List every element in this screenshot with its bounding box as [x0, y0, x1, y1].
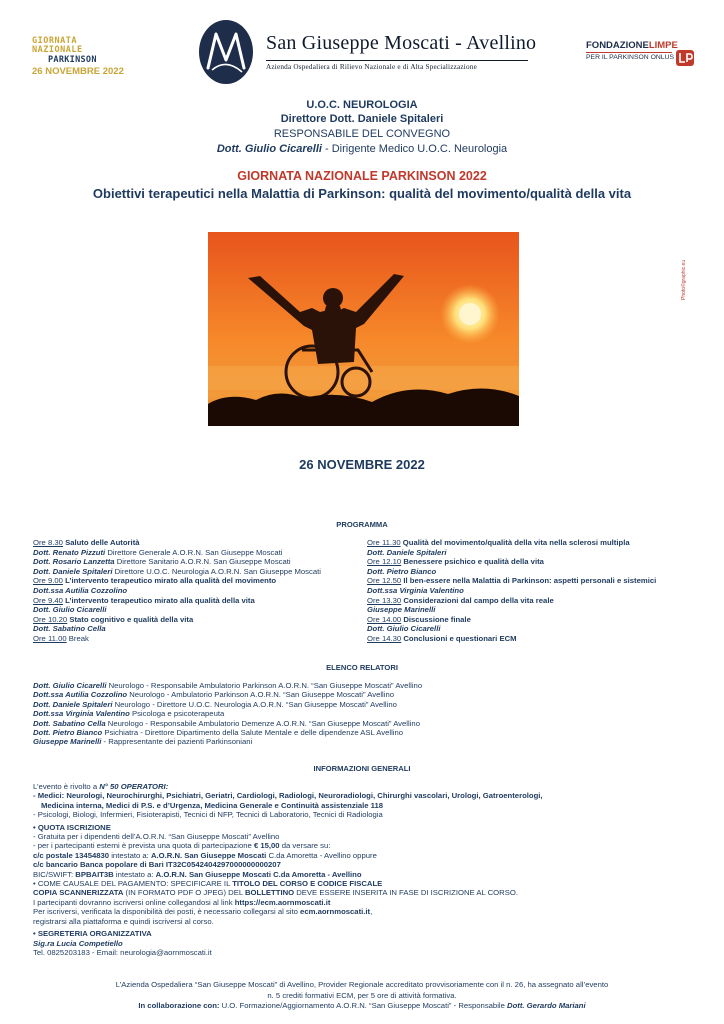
- info-block: [33, 782, 543, 957]
- ecm-link[interactable]: https://ecm.aornmoscati.it: [234, 897, 331, 907]
- program-item: Ore 8.30 Saluto delle Autorità: [33, 538, 140, 547]
- event-subtitle: Obiettivi terapeutici nella Malattia di Parkinson: qualità del movimento/qualità della vita: [92, 186, 632, 201]
- quota-heading: • QUOTA ISCRIZIONE: [33, 822, 111, 832]
- program-item: Ore 14.30 Conclusioni e questionari ECM: [367, 633, 517, 643]
- program-item: Dott.ssa Virginia Valentino: [367, 585, 464, 595]
- speaker-item: Giuseppe Marinelli - Rappresentante dei pazienti Parkinsoniani: [33, 737, 253, 747]
- speaker-item: Dott. Daniele Spitaleri Neurologo - Direttore U.O.C. Neurologia A.O.R.N. “San Giuseppe Moscati” Avellino: [33, 699, 397, 709]
- program-heading: PROGRAMMA: [336, 520, 388, 529]
- badge-line1: GIORNATA NAZIONALE: [32, 36, 83, 55]
- info-medici-2: Medicina interna, Medici di P.S. e d’Urgenza, Medicina Generale e Continuità assistenziale 118: [41, 800, 384, 810]
- hospital-subtitle: Azienda Ospedaliera di Rilievo Nazionale e di Alta Specializzazione: [266, 63, 477, 71]
- footer-line-1: L’Azienda Ospedaliera “San Giuseppe Moscati” di Avellino, Provider Regionale accreditato provvisoriamente con il n. 26, ha assegnato all’evento: [115, 980, 609, 989]
- hospital-divider: [266, 60, 528, 61]
- speaker-item: Dott.ssa Autilia Cozzolino Neurologo - Ambulatorio Parkinson A.O.R.N. “San Giuseppe Moscati” Avellino: [33, 690, 395, 700]
- speaker-item: Dott.ssa Virginia Valentino Psicologa e psicoterapeuta: [33, 709, 225, 719]
- sunset-wheelchair-photo: [208, 232, 519, 426]
- program-item: Dott.ssa Autilia Cozzolino: [33, 585, 128, 595]
- program-item: Ore 13.30 Considerazioni dal campo della vita reale: [367, 595, 554, 605]
- segreteria-heading: • SEGRETERIA ORGANIZZATIVA: [33, 929, 152, 939]
- bic-swift: BIC/SWIFT: BPBAIT3B intestato a: A.O.R.N. San Giuseppe Moscati C.da Amoretta - Avellino: [33, 869, 362, 879]
- program-item: Ore 11.30 Qualità del movimento/qualità della vita nella sclerosi multipla: [367, 538, 630, 547]
- program-item: Ore 14.00 Discussione finale: [367, 614, 471, 624]
- badge-line3: 26 NOVEMBRE 2022: [32, 66, 124, 77]
- segreteria-name: Sig.ra Lucia Competiello: [33, 938, 123, 948]
- program-item: Ore 12.50 Il ben-essere nella Malattia di Parkinson: aspetti personali e sistemici: [367, 576, 657, 586]
- quota-line-2: - per i partecipanti esterni è prevista una quota di partecipazione € 15,00 da versare su:: [33, 841, 331, 851]
- responsible-label: RESPONSABILE DEL CONVEGNO: [273, 128, 451, 140]
- program-item: Dott. Sabatino Cella: [33, 624, 106, 634]
- event-title: GIORNATA NAZIONALE PARKINSON 2022: [237, 169, 487, 183]
- director-line: Direttore Dott. Daniele Spitaleri: [280, 113, 444, 125]
- hospital-name: San Giuseppe Moscati - Avellino: [266, 32, 537, 54]
- speakers-list: [33, 681, 422, 747]
- fondazione-name: FONDAZIONELIMPE: [586, 40, 678, 51]
- footer-line-3: In collaborazione con: U.O. Formazione/Aggiornamento A.O.R.N. “San Giuseppe Moscati” - Responsabile Dott. Gerardo Mariani: [138, 1001, 586, 1010]
- uoc-title: U.O.C. NEUROLOGIA: [306, 99, 418, 111]
- photo-credit: Photo©graphic.eu: [681, 259, 687, 300]
- cc-bancario: c/c bancario Banca popolare di Bari IT32C0542404297000000000207: [33, 860, 281, 870]
- footer: [0, 980, 724, 1012]
- speakers-heading: ELENCO RELATORI: [326, 663, 398, 672]
- program-item: Dott. Daniele Spitaleri: [367, 547, 447, 557]
- limpe-mark-icon: [676, 50, 694, 66]
- cc-postale: c/c postale 13454830 intestato a: A.O.R.N. San Giuseppe Moscati C.da Amoretta - Avellino oppure: [33, 850, 377, 860]
- speaker-item: Dott. Giulio Cicarelli Neurologo - Responsabile Ambulatorio Parkinson A.O.R.N. “San Giuseppe Moscati” Avellino: [33, 681, 423, 690]
- copia-scannerizzata: COPIA SCANNERIZZATA (IN FORMATO PDF O JPEG) DEL BOLLETTINO DEVE ESSERE INSERITA IN FASE DI ISCRIZIONE AL CORSO.: [33, 888, 518, 898]
- info-heading: INFORMAZIONI GENERALI: [313, 764, 411, 773]
- info-intro: L’evento è rivolto a N° 50 OPERATORI:: [33, 782, 169, 791]
- program-item: Ore 12.10 Benessere psichico e qualità della vita: [367, 557, 544, 567]
- causale: • COME CAUSALE DEL PAGAMENTO: SPECIFICARE IL TITOLO DEL CORSO E CODICE FISCALE: [33, 879, 383, 889]
- quota-line-1: - Gratuita per i dipendenti dell’A.O.R.N. “San Giuseppe Moscati” Avellino: [33, 832, 280, 842]
- online-registration: I partecipanti dovranno iscriversi online collegandosi al link https://ecm.aornmoscati.it: [33, 897, 331, 907]
- info-psicologi: - Psicologi, Biologi, Infermieri, Fisioterapisti, Tecnici di NFP, Tecnici di Laboratorio, Tecnici di Radiologia: [33, 810, 383, 820]
- segreteria-contact: Tel. 0825203183 - Email: neurologia@aornmoscati.it: [33, 947, 212, 957]
- program-item: Ore 9.00 L’intervento terapeutico mirato alla qualità del movimento: [33, 576, 277, 586]
- info-medici: - Medici: Neurologi, Neurochirurghi, Psichiatri, Geriatri, Cardiologi, Radiologi, Neuroradiologi, Chirurghi vascolari, Urologi, Gatroenterologi,: [33, 791, 543, 801]
- program-item: Dott. Giulio Cicarelli: [33, 605, 107, 615]
- responsible-line: Dott. Giulio Cicarelli - Dirigente Medico U.O.C. Neurologia: [216, 143, 508, 155]
- program-item: Dott. Pietro Bianco: [367, 566, 437, 576]
- program-item: Dott. Renato Pizzuti Direttore Generale A.O.R.N. San Giuseppe Moscati: [33, 547, 283, 557]
- ecm-site-link[interactable]: ecm.aornmoscati.it: [300, 907, 371, 917]
- program-item: Ore 11.00 Break: [33, 633, 89, 643]
- program-item: Giuseppe Marinelli: [367, 605, 436, 615]
- program-left-column: [33, 538, 321, 644]
- program-right-column: [367, 538, 656, 644]
- speaker-item: Dott. Sabatino Cella Neurologo - Responsabile Ambulatorio Demenze A.O.R.N. “San Giuseppe Moscati” Avellino: [33, 718, 420, 728]
- fondazione-subtitle: PER IL PARKINSON ONLUS: [586, 54, 675, 61]
- program-item: Dott. Giulio Cicarelli: [367, 624, 441, 634]
- moscati-logo-icon: [198, 18, 258, 86]
- badge-line2: PARKINSON: [48, 55, 97, 65]
- giornata-badge: [32, 36, 128, 77]
- program-item: Ore 9.40 L’intervento terapeutico mirato alla qualità della vita: [33, 595, 255, 605]
- program-item: Dott. Daniele Spitaleri Direttore U.O.C. Neurologia A.O.R.N. San Giuseppe Moscati: [33, 566, 321, 576]
- program-item: Ore 10.20 Stato cognitivo e qualità della vita: [33, 614, 194, 624]
- program-item: Dott. Rosario Lanzetta Direttore Sanitario A.O.R.N. San Giuseppe Moscati: [33, 557, 291, 567]
- event-date: 26 NOVEMBRE 2022: [299, 457, 425, 472]
- footer-line-2: n. 5 crediti formativi ECM, per 5 ore di attività formativa.: [267, 990, 457, 1000]
- verify-line: Per iscriversi, verificata la disponibilità dei posti, è necessario collegarsi al sito ecm.aornmoscati.it,: [33, 907, 373, 917]
- register-line: registrarsi alla piattaforma e quindi iscriversi al corso.: [33, 916, 214, 926]
- speaker-item: Dott. Pietro Bianco Psichiatra - Direttore Dipartimento della Salute Mentale e delle dipendenze ASL Avellino: [33, 728, 404, 738]
